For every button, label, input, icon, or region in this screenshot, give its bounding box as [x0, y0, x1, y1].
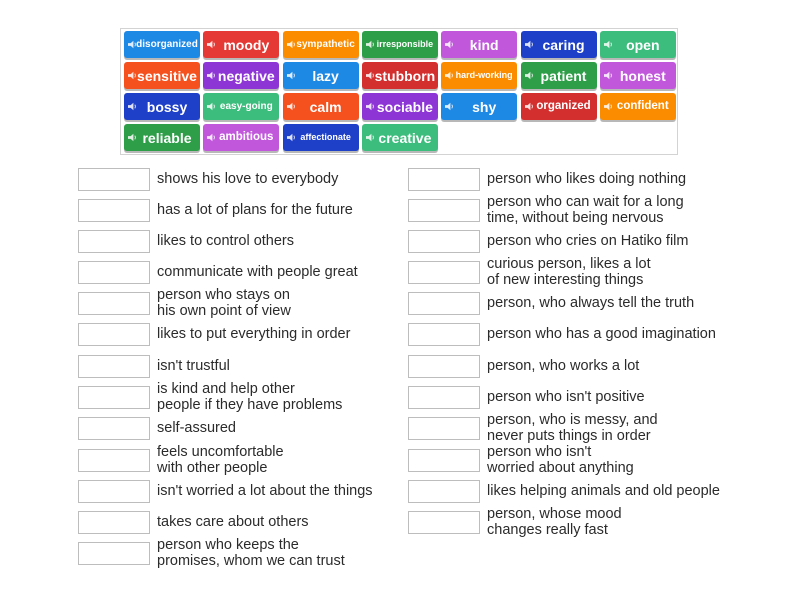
speaker-icon[interactable]	[445, 102, 454, 111]
word-tile-label: calm	[309, 98, 342, 115]
clue-line: likes to control others	[157, 232, 295, 249]
speaker-icon[interactable]	[128, 102, 137, 111]
word-tile-label: patient	[540, 67, 587, 84]
right-answer-box[interactable]	[408, 199, 480, 222]
left-clue	[157, 382, 342, 413]
word-tile-ambitious[interactable]	[203, 124, 279, 151]
clue-line: person, who always tell the truth	[487, 294, 695, 311]
word-tile-organized[interactable]	[521, 93, 597, 120]
right-clue	[487, 359, 639, 375]
clue-line: feels uncomfortable	[157, 444, 284, 460]
word-tile-label: irresponsible	[376, 39, 434, 49]
clue-line: self-assured	[157, 419, 236, 436]
left-clue	[157, 172, 338, 188]
left-clue	[157, 288, 291, 319]
right-clue	[487, 390, 645, 406]
speaker-icon[interactable]	[525, 40, 534, 49]
left-answer-box[interactable]	[78, 168, 150, 191]
right-clue	[487, 507, 622, 538]
word-tile-label: kind	[469, 36, 499, 53]
speaker-icon[interactable]	[207, 102, 216, 111]
clue-line: his own point of view	[157, 302, 291, 319]
clue-line: isn't trustful	[157, 357, 230, 374]
word-tile-reliable[interactable]	[124, 124, 200, 151]
right-answer-box[interactable]	[408, 511, 480, 534]
left-answer-box[interactable]	[78, 261, 150, 284]
word-tile-disorganized[interactable]	[124, 31, 200, 58]
right-clue	[487, 327, 716, 343]
word-tile-bossy[interactable]	[124, 93, 200, 120]
speaker-icon[interactable]	[207, 40, 216, 49]
left-clue	[157, 538, 345, 569]
clue-line: worried about anything	[487, 459, 634, 476]
word-tile-creative[interactable]	[362, 124, 438, 151]
word-tile-label: shy	[472, 98, 497, 115]
word-tile-calm[interactable]	[283, 93, 359, 120]
speaker-icon[interactable]	[207, 133, 216, 142]
right-clue	[487, 172, 686, 188]
word-tile-label: caring	[542, 36, 585, 53]
left-clue	[157, 265, 358, 281]
speaker-icon[interactable]	[287, 71, 296, 80]
speaker-icon[interactable]	[604, 71, 613, 80]
clue-line: person, who works a lot	[487, 357, 640, 374]
word-tile-easy-going[interactable]	[203, 93, 279, 120]
speaker-icon[interactable]	[128, 133, 137, 142]
speaker-icon[interactable]	[525, 102, 534, 111]
clue-line: promises, whom we can trust	[157, 552, 345, 569]
word-tile-patient[interactable]	[521, 62, 597, 89]
word-tile-affectionate[interactable]	[283, 124, 359, 151]
right-clue	[487, 257, 651, 288]
left-answer-box[interactable]	[78, 542, 150, 565]
word-tile-stubborn[interactable]	[362, 62, 438, 89]
clue-line: person who likes doing nothing	[487, 170, 687, 187]
clue-line: person who isn't	[487, 444, 592, 460]
word-tile-label: disorganized	[136, 38, 198, 50]
left-answer-box[interactable]	[78, 480, 150, 503]
right-clue	[487, 445, 634, 476]
word-tile-label: sympathetic	[296, 38, 355, 50]
clue-line: is kind and help other	[157, 381, 295, 397]
left-clue	[157, 445, 284, 476]
word-tile-irresponsible[interactable]	[362, 31, 438, 58]
left-answer-box[interactable]	[78, 323, 150, 346]
word-tile-label: bossy	[146, 98, 188, 115]
clue-line: likes to put everything in order	[157, 325, 351, 342]
word-tile-label: negative	[217, 67, 275, 84]
word-tile-label: honest	[619, 67, 666, 84]
word-tile-label: affectionate	[300, 132, 351, 142]
word-tile-hard-working[interactable]	[441, 62, 517, 89]
right-answer-box[interactable]	[408, 449, 480, 472]
speaker-icon[interactable]	[366, 133, 375, 142]
clue-line: person who can wait for a long	[487, 194, 684, 210]
word-tile-label: sensitive	[137, 67, 197, 84]
clue-line: people if they have problems	[157, 396, 343, 413]
word-tile-caring[interactable]	[521, 31, 597, 58]
clue-line: person, whose mood	[487, 506, 622, 522]
speaker-icon[interactable]	[287, 133, 296, 142]
speaker-icon[interactable]	[207, 71, 216, 80]
right-answer-box[interactable]	[408, 355, 480, 378]
right-clue	[487, 234, 688, 250]
left-clue	[157, 359, 230, 375]
word-tile-sociable[interactable]	[362, 93, 438, 120]
right-answer-box[interactable]	[408, 261, 480, 284]
right-answer-box[interactable]	[408, 480, 480, 503]
speaker-icon[interactable]	[604, 102, 613, 111]
speaker-icon[interactable]	[604, 40, 613, 49]
right-answer-box[interactable]	[408, 323, 480, 346]
word-tile-label: ambitious	[219, 130, 274, 143]
right-answer-box[interactable]	[408, 230, 480, 253]
clue-line: changes really fast	[487, 521, 608, 538]
speaker-icon[interactable]	[128, 40, 137, 49]
speaker-icon[interactable]	[445, 71, 454, 80]
clue-line: shows his love to everybody	[157, 170, 339, 187]
clue-line: person who keeps the	[157, 537, 299, 553]
clue-line: of new interesting things	[487, 271, 644, 288]
word-tile-negative[interactable]	[203, 62, 279, 89]
left-clue	[157, 327, 350, 343]
speaker-icon[interactable]	[525, 71, 534, 80]
word-tile-confident[interactable]	[600, 93, 676, 120]
left-answer-box[interactable]	[78, 449, 150, 472]
clue-line: with other people	[157, 459, 268, 476]
word-tile-label: organized	[536, 99, 591, 112]
speaker-icon[interactable]	[366, 71, 375, 80]
word-tile-kind[interactable]	[441, 31, 517, 58]
word-tile-label: stubborn	[374, 67, 436, 84]
left-clue	[157, 421, 236, 437]
clue-line: person who has a good imagination	[487, 325, 716, 342]
speaker-icon[interactable]	[287, 40, 296, 49]
left-answer-box[interactable]	[78, 355, 150, 378]
word-tile-label: sociable	[376, 98, 433, 115]
left-answer-box[interactable]	[78, 199, 150, 222]
right-clue	[487, 296, 694, 312]
clue-line: curious person, likes a lot	[487, 256, 651, 272]
right-clue	[487, 195, 684, 226]
word-tile-lazy[interactable]	[283, 62, 359, 89]
speaker-icon[interactable]	[445, 40, 454, 49]
left-answer-box[interactable]	[78, 511, 150, 534]
word-tile-label: moody	[223, 36, 270, 53]
speaker-icon[interactable]	[366, 40, 375, 49]
right-clue	[487, 413, 658, 444]
right-clue	[487, 484, 720, 500]
clue-line: never puts things in order	[487, 427, 651, 444]
left-answer-box[interactable]	[78, 230, 150, 253]
clue-line: has a lot of plans for the future	[157, 201, 353, 218]
clue-line: person who isn't positive	[487, 388, 645, 405]
word-tile-label: lazy	[312, 67, 339, 84]
speaker-icon[interactable]	[366, 102, 375, 111]
left-clue	[157, 484, 373, 500]
word-tile-label: hard-working	[455, 70, 513, 80]
word-tile-sensitive[interactable]	[124, 62, 200, 89]
word-tile-open[interactable]	[600, 31, 676, 58]
left-clue	[157, 515, 309, 531]
clue-line: person who stays on	[157, 287, 290, 303]
word-tile-moody[interactable]	[203, 31, 279, 58]
clue-line: person, who is messy, and	[487, 412, 658, 428]
right-answer-box[interactable]	[408, 386, 480, 409]
left-clue	[157, 234, 294, 250]
left-answer-box[interactable]	[78, 417, 150, 440]
clue-line: isn't worried a lot about the things	[157, 482, 373, 499]
word-tile-label: reliable	[142, 129, 192, 146]
speaker-icon[interactable]	[287, 102, 296, 111]
right-answer-box[interactable]	[408, 417, 480, 440]
left-answer-box[interactable]	[78, 292, 150, 315]
left-answer-box[interactable]	[78, 386, 150, 409]
word-tile-shy[interactable]	[441, 93, 517, 120]
clue-line: likes helping animals and old people	[487, 482, 720, 499]
word-tile-label: open	[626, 36, 660, 53]
word-tile-label: easy-going	[219, 100, 273, 112]
clue-line: time, without being nervous	[487, 209, 664, 226]
speaker-icon[interactable]	[128, 71, 137, 80]
left-clue	[157, 203, 353, 219]
clue-line: communicate with people great	[157, 263, 358, 280]
word-tile-honest[interactable]	[600, 62, 676, 89]
right-answer-box[interactable]	[408, 292, 480, 315]
right-answer-box[interactable]	[408, 168, 480, 191]
word-tile-label: creative	[378, 129, 432, 146]
clue-line: person who cries on Hatiko film	[487, 232, 689, 249]
clue-line: takes care about others	[157, 513, 309, 530]
word-tile-sympathetic[interactable]	[283, 31, 359, 58]
word-tile-label: confident	[616, 99, 669, 112]
